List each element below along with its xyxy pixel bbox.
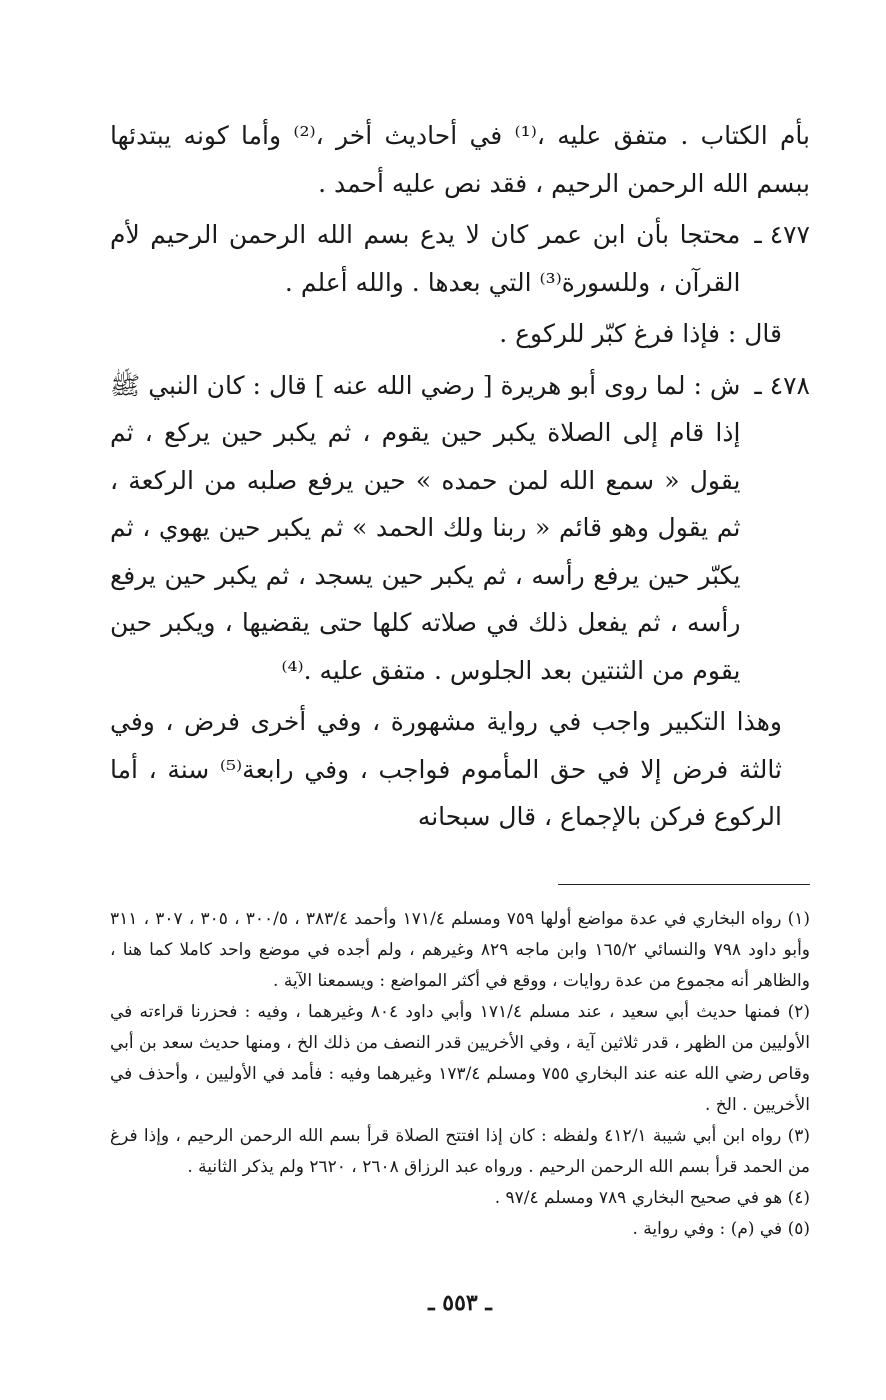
footnote-2: (٢) فمنها حديث أبي سعيد ، عند مسلم ١٧١/٤ وأبي داود ٨٠٤ وغيرهما ، وفيه : فحزرنا قراءته في الأوليين من الظهر ، قدر ثلاثين آية ، وفي الأخريين قدر النصف من ذلك الخ ، ومنها حديث سعد بن أبي وقاص رضي الله عنه عند البخاري ٧٥٥ ومسلم ١٧٣/٤ وغيرهما وفيه : فأمد في الأوليين ، وأحذف في الأخريين . الخ .: [110, 1002, 811, 1115]
footnote-4: (٤) هو في صحيح البخاري ٧٨٩ ومسلم ٩٧/٤ .: [494, 1188, 810, 1208]
numbered-paragraph-477: [110, 211, 810, 306]
numbered-paragraph-478: [110, 362, 810, 695]
footnote-1: (١) رواه البخاري في عدة مواضع أولها ٧٥٩ ومسلم ١٧١/٤ وأحمد ٣٨٣/٤ ، ٣٠٠/٥ ، ٣٠٥ ، ٣٠٧ ، ٣١١ وأبو داود ٧٩٨ والنسائي ١٦٥/٢ وابن ماجه ٨٢٩ وغيرهم ، ولم أجده في موضع واحد كاملا كما هنا ، والظاهر أنه مجموع من عدة روايات ، ووقع في أكثر المواضع : ويسمعنا الآية .: [110, 909, 811, 991]
page-number: ـ ٥٥٣ ـ: [428, 1290, 492, 1316]
matn-statement: قال : فإذا فرغ كبّر للركوع .: [499, 319, 782, 348]
footnote-5: (٥) في (م) : وفي رواية .: [632, 1219, 810, 1239]
footnote-3: (٣) رواه ابن أبي شيبة ٤١٢/١ ولفظه : كان إذا افتتح الصلاة قرأ بسم الله الرحمن الرحيم ، وإذا فرغ من الحمد قرأ بسم الله الرحمن الرحيم . ورواه عبد الرزاق ٢٦٠٨ ، ٢٦٢٠ ولم يذكر الثانية .: [110, 1126, 810, 1177]
paragraph-number: ٤٧٧ ـ: [754, 220, 810, 249]
commentary-paragraph: وهذا التكبير واجب في رواية مشهورة ، وفي أخرى فرض ، وفي ثالثة فرض إلا في حق المأموم فواجب ، وفي رابعة⁽⁵⁾ سنة ، أما الركوع فركن بالإجماع ، قال سبحانه: [110, 707, 782, 831]
book-page: [110, 112, 810, 1362]
paragraph-text: ش : لما روى أبو هريرة [ رضي الله عنه ] قال : كان النبي ﷺ إذا قام إلى الصلاة يكبر حين يقوم ، ثم يكبر حين يركع ، ثم يقول « سمع الله لمن حمده » حين يرفع صلبه من الركعة ، ثم يقول وهو قائم « ربنا ولك الحمد » ثم يكبر حين يهوي ، ثم يكبّر حين يرفع رأسه ، ثم يكبر حين يسجد ، ثم يكبر حين يرفع رأسه ، ثم يفعل ذلك في صلاته كلها حتى يقضيها ، ويكبر حين يقوم من الثنتين بعد الجلوس . متفق عليه .⁽⁴⁾: [110, 370, 741, 685]
main-text: [110, 112, 810, 841]
footnotes: [110, 904, 810, 1245]
paragraph-text: محتجا بأن ابن عمر كان لا يدع بسم الله الرحمن الرحيم لأم القرآن ، وللسورة⁽³⁾ التي بعدها . والله أعلم .: [110, 220, 741, 297]
footnote-separator: [558, 884, 810, 885]
paragraph-number: ٤٧٨ ـ: [754, 370, 810, 400]
paragraph-continuation: بأم الكتاب . متفق عليه ،⁽¹⁾ في أحاديث أخر ،⁽²⁾ وأما كونه يبتدئها ببسم الله الرحمن الرحيم ، فقد نص عليه أحمد .: [110, 121, 810, 198]
